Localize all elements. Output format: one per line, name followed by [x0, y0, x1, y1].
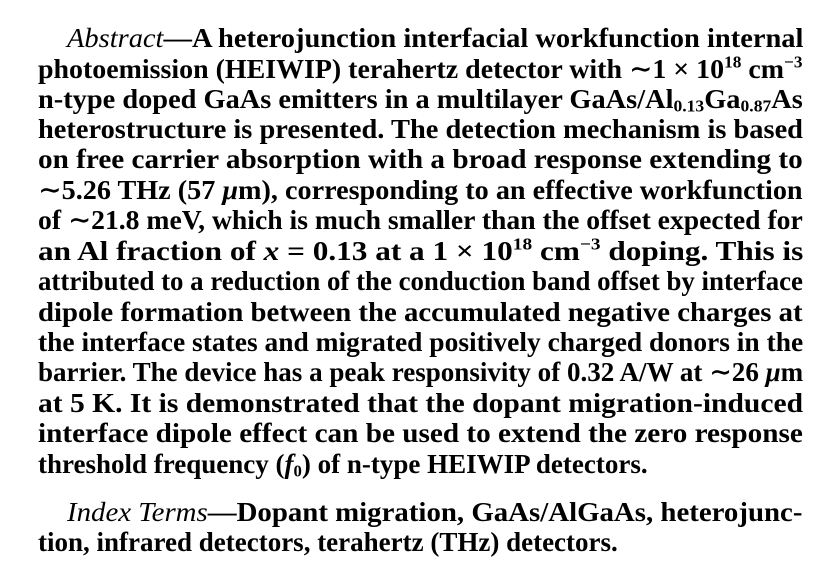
- text-run: tion, infrared detectors, terahertz (THz) detectors.: [38, 527, 618, 557]
- text-line: [67, 23, 803, 53]
- text-line: [38, 357, 803, 387]
- text-run: cm: [532, 236, 580, 266]
- text-run: 18: [724, 52, 742, 72]
- text-run: 0.87: [740, 96, 772, 116]
- text-run: −3: [579, 234, 601, 254]
- section-label: Abstract: [67, 23, 164, 53]
- text-run: m), corresponding to an effective workfunction: [238, 175, 803, 205]
- text-run: f: [284, 449, 294, 479]
- text-run: of ∼21.8 meV, which is much smaller than the offset expected for: [38, 205, 803, 235]
- text-line: [38, 114, 803, 144]
- text-run: dipole formation between the accumulated negative charges at: [38, 297, 803, 327]
- text-run: cm: [741, 54, 785, 84]
- text-run: threshold frequency (: [38, 449, 285, 479]
- text-line: [38, 266, 803, 296]
- text-run: −3: [784, 52, 803, 72]
- text-run: photoemission (HEIWIP) terahertz detector with ∼1 × 10: [38, 54, 725, 84]
- text-run: ) of n-type HEIWIP detectors.: [301, 449, 648, 479]
- text-run: barrier. The device has a peak responsivity of 0.32 A/W at ∼26: [38, 357, 766, 387]
- text-run: doping. This is: [600, 236, 804, 266]
- text-line: [38, 297, 803, 327]
- text-run: ∼5.26 THz (57: [38, 175, 223, 205]
- text-line: [38, 418, 803, 448]
- text-run: at 5 K. It is demonstrated that the dopant migration-induced: [38, 388, 804, 418]
- text-run: 18: [512, 234, 533, 254]
- text-run: = 0.13 at a 1 × 10: [279, 236, 513, 266]
- text-line: [38, 144, 803, 174]
- text-run: As: [771, 84, 803, 114]
- text-run: 0: [293, 461, 302, 481]
- text-line: [38, 327, 803, 357]
- text-run: μ: [765, 357, 781, 387]
- section-label: Index Terms: [67, 497, 208, 527]
- text-run: n-type doped GaAs emitters in a multilayer GaAs/Al: [38, 84, 674, 114]
- text-line: [38, 527, 618, 557]
- text-line: [38, 449, 648, 479]
- text-run: on free carrier absorption with a broad response extending to: [38, 144, 803, 174]
- text-run: 0.13: [673, 96, 705, 116]
- text-run: heterostructure is presented. The detection mechanism is based: [38, 114, 803, 144]
- text-run: attributed to a reduction of the conduction band offset by interface: [38, 266, 803, 296]
- text-run: Ga: [704, 84, 741, 114]
- text-line: [38, 205, 803, 235]
- text-run: —Dopant migration, GaAs/AlGaAs, heterojunc-: [207, 497, 803, 527]
- text-line: [38, 54, 803, 84]
- text-run: an Al fraction of: [38, 236, 264, 266]
- text-run: the interface states and migrated positively charged donors in the: [38, 327, 804, 357]
- text-line: [38, 236, 803, 266]
- text-line: [38, 388, 803, 418]
- text-run: interface dipole effect can be used to extend the zero response: [38, 418, 803, 448]
- text-line: [67, 497, 802, 527]
- text-line: [38, 84, 803, 114]
- text-run: m: [780, 357, 804, 387]
- text-line: [38, 175, 803, 205]
- text-run: μ: [222, 175, 239, 205]
- text-run: x: [263, 236, 280, 266]
- text-run: —A heterojunction interfacial workfunction internal: [163, 23, 804, 53]
